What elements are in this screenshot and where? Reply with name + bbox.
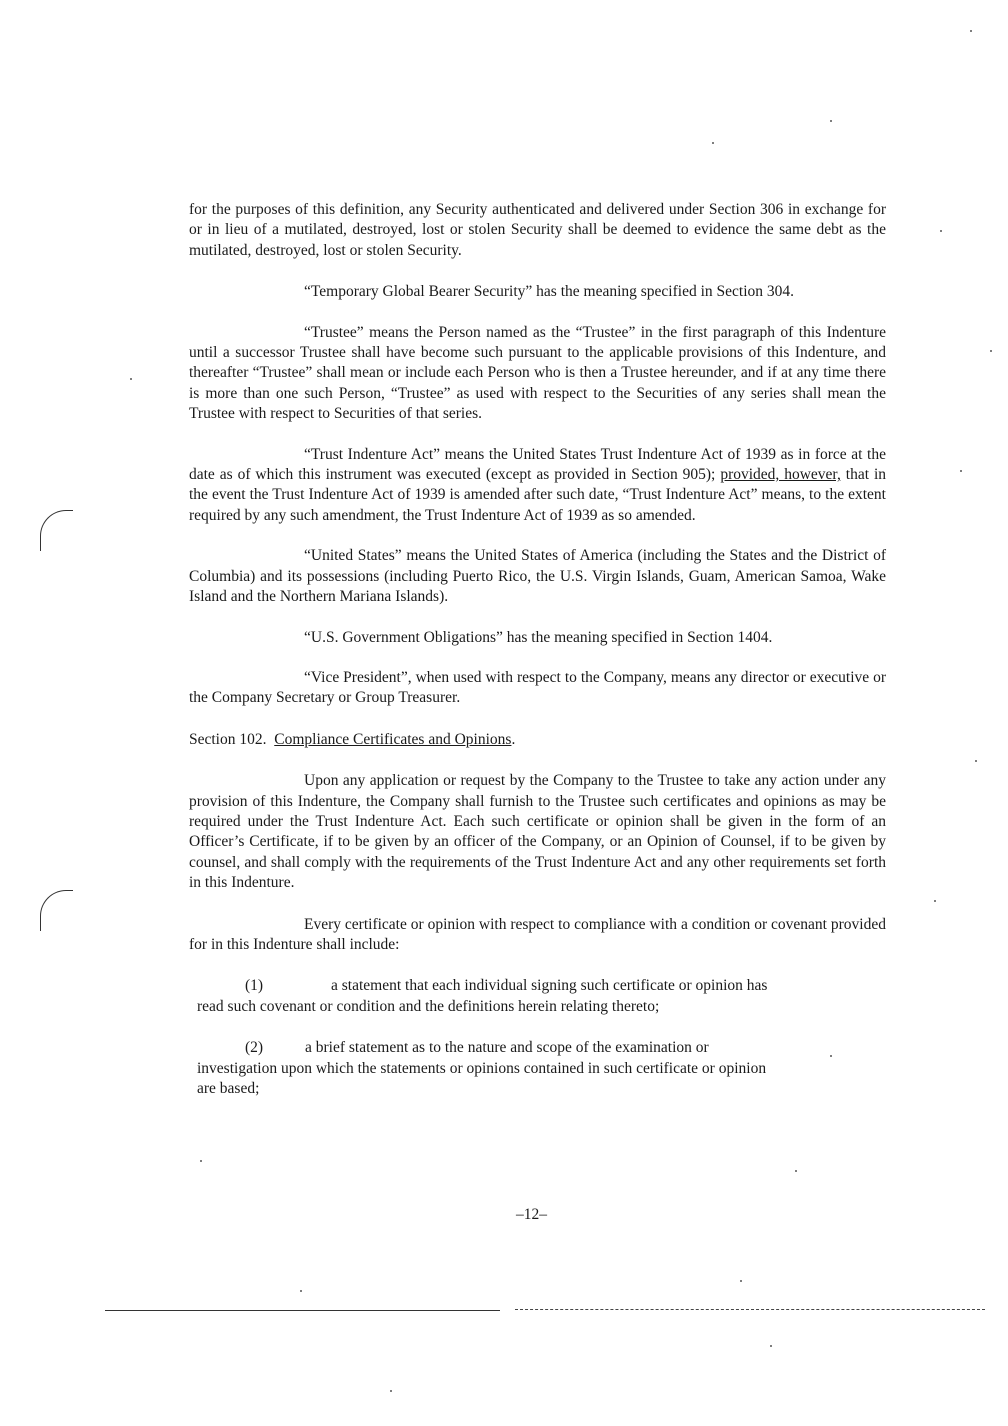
certificate-requirements-intro: Every certificate or opinion with respect to compliance with a condition or covenant provided for in this Indenture shall include: xyxy=(189,915,886,953)
scan-speck xyxy=(200,1160,202,1162)
definition-vice-president: “Vice President”, when used with respect to the Company, means any director or executive or the Company Secretary or Group Treasurer. xyxy=(189,668,886,707)
scan-speck xyxy=(830,1055,832,1057)
list-item-number: (2) xyxy=(245,1039,264,1057)
page-number: –12– xyxy=(516,1206,547,1223)
scan-speck xyxy=(795,1170,797,1172)
scan-speck xyxy=(712,142,714,144)
scan-speck xyxy=(390,1390,392,1392)
compliance-paragraph: Upon any application or request by the Company to the Trustee to take any action under any provision of this Indenture, the Company shall furnish to the Trustee such certificates and opinions as may be required under the Trust Indenture Act. Each such certificate or opinion shall be given in the form of an Officer’s Certificate, if to be given by an officer of the Company, or an Opinion of Counsel, if to be given by counsel, and shall comply with the requirements of the Trust Indenture Act and any other requirements set forth in this Indenture. xyxy=(189,772,886,892)
definition-continuation: for the purposes of this definition, any Security authenticated and delivered under Section 306 in exchange for or in lieu of a mutilated, destroyed, lost or stolen Security shall be deemed to evidence the same debt as the mutilated, destroyed, lost or stolen Security. xyxy=(189,201,886,259)
scan-speck xyxy=(300,1290,302,1292)
document-body xyxy=(189,200,886,1099)
tia-text-b: that in the event the Trust Indenture Act of 1939 is amended after such date, “Trust Indenture Act” means, to the extent required by any such amendment, the Trust Indenture Act of 1939 as so amended. xyxy=(189,466,887,524)
scan-speck xyxy=(130,378,132,380)
scan-speck xyxy=(934,900,936,902)
section-heading xyxy=(189,730,886,750)
section-label: Section 102. xyxy=(189,730,267,748)
scan-speck xyxy=(740,1280,742,1282)
scan-speck xyxy=(970,30,972,32)
tia-text-a: “Trust Indenture Act” means the United States Trust Indenture Act of 1939 as in force at the date as of which this instrument was executed (except as provided in Section 905); xyxy=(189,445,886,484)
definition-temporary-global-bearer-security: “Temporary Global Bearer Security” has the meaning specified in Section 304. xyxy=(304,283,795,301)
scan-speck xyxy=(975,760,977,762)
section-title: Compliance Certificates and Opinions xyxy=(274,730,512,748)
list-item xyxy=(189,976,777,1017)
tia-proviso: provided, however, xyxy=(720,466,841,484)
list-item-text: a statement that each individual signing such certificate or opinion has read such covenant or condition and the definitions herein relating thereto; xyxy=(197,977,768,1015)
definition-united-states: “United States” means the United States of America (including the States and the District of Columbia) and its possessions (including Puerto Rico, the U.S. Virgin Islands, Guam, American Samoa, Wake Island and the Northern Mariana Islands). xyxy=(189,547,886,606)
list-item-number: (1) xyxy=(245,977,264,995)
bottom-rule-right xyxy=(515,1309,985,1310)
bottom-rule-left xyxy=(105,1310,500,1311)
list-item xyxy=(189,1038,777,1099)
definition-us-government-obligations: “U.S. Government Obligations” has the meaning specified in Section 1404. xyxy=(304,628,773,646)
list-item-text: a brief statement as to the nature and scope of the examination or investigation upon which the statements or opinions contained in such certificate or opinion are based; xyxy=(197,1039,767,1097)
definition-trust-indenture-act xyxy=(189,445,886,527)
binding-hole-mark-upper xyxy=(40,510,73,551)
scan-speck xyxy=(940,230,942,232)
scan-speck xyxy=(990,350,992,352)
scan-speck xyxy=(960,470,962,472)
section-period: . xyxy=(511,730,516,748)
definition-trustee: “Trustee” means the Person named as the “Trustee” in the first paragraph of this Indenture until a successor Trustee shall have become such pursuant to the applicable provisions of this Indenture, and thereafter “Trustee” shall mean or include each Person who is then a Trustee hereunder, and if at any time there is more than one such Person, “Trustee” as used with respect to the Securities of any series shall mean the Trustee with respect to Securities of that series. xyxy=(189,323,886,423)
scan-speck xyxy=(830,120,832,122)
scan-speck xyxy=(770,1345,772,1347)
binding-hole-mark-lower xyxy=(40,890,73,931)
